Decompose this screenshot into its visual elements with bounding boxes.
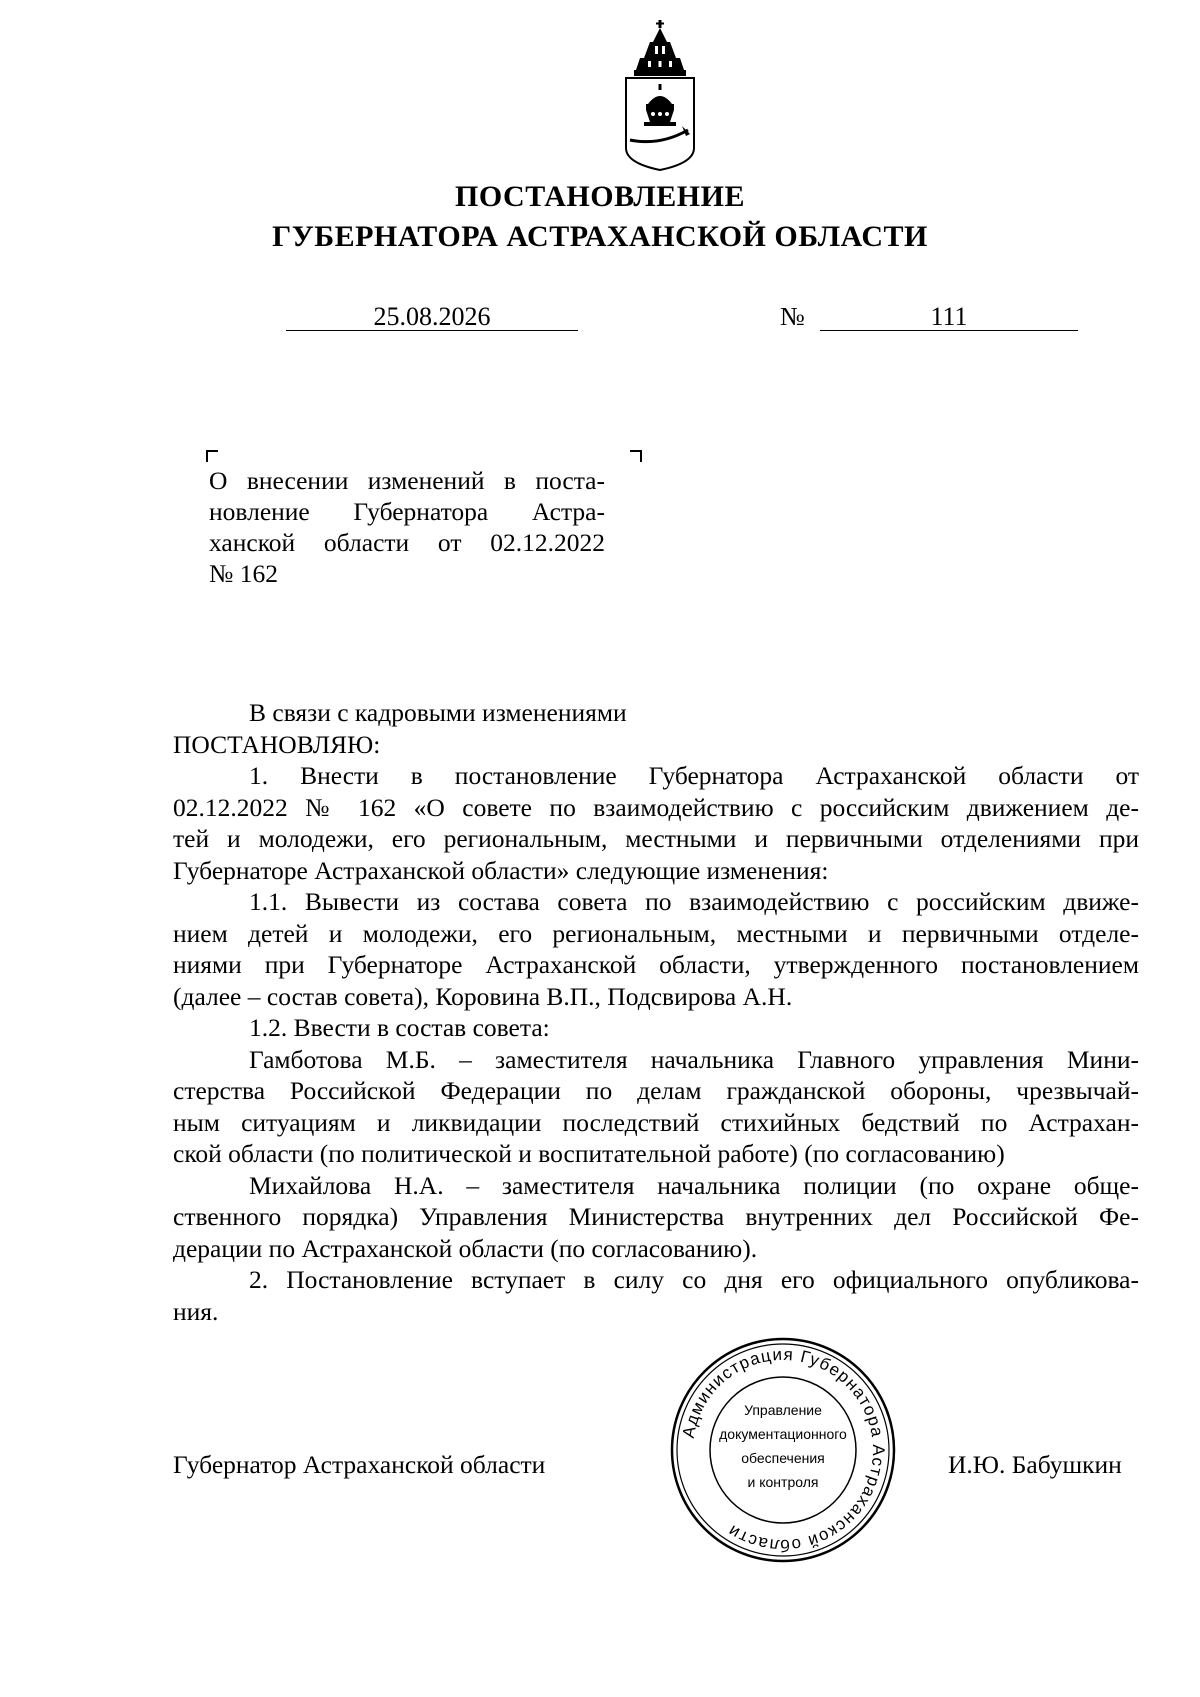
- document-subject: [209, 465, 605, 589]
- body-line: дерации по Астраханской области (по согласованию).: [173, 1233, 758, 1263]
- stamp-center-line: обеспечения: [741, 1450, 825, 1466]
- signatory-position: Губернатор Астраханской области: [173, 1450, 546, 1479]
- body-line: Гамботова М.Б. – заместителя начальника Главного управления Мини-: [249, 1044, 1139, 1074]
- body-line: ПОСТАНОВЛЯЮ:: [173, 729, 381, 759]
- body-line: 1.2. Ввести в состав совета:: [249, 1013, 550, 1042]
- stamp-center-line: документационного: [719, 1426, 847, 1442]
- stamp-center-line: Управление: [744, 1402, 822, 1418]
- subject-line: О внесении изменений в поста-: [209, 466, 605, 495]
- stamp-ring-text: Администрация Губернатора Астраханской области: [678, 1344, 889, 1556]
- document-body: [173, 697, 1139, 1327]
- body-line: (далее – состав совета), Коровина В.П., Подсвирова А.Н.: [173, 981, 793, 1011]
- body-line: ния.: [173, 1296, 219, 1326]
- body-line: 2. Постановление вступает в силу со дня его официального опубликова-: [249, 1265, 1139, 1294]
- body-line: нием детей и молодежи, его региональным, местными и первичными отделе-: [173, 918, 1139, 948]
- subject-line: № 162: [209, 559, 278, 588]
- body-line: 02.12.2022 № 162 «О совете по взаимодействию с российским движением де-: [173, 792, 1139, 822]
- body-line: 1. Внести в постановление Губернатора Астраханской области от: [249, 761, 1139, 790]
- body-line: Губернаторе Астраханской области» следующие изменения:: [173, 855, 829, 885]
- body-line: тей и молодежи, его региональным, местными и первичными отделениями при: [173, 824, 1139, 853]
- body-line: Михайлова Н.А. – заместителя начальника полиции (по охране обще-: [249, 1170, 1139, 1200]
- body-line: ской области (по политической и воспитательной работе) (по согласованию): [173, 1139, 1005, 1168]
- body-line: ниями при Губернаторе Астраханской области, утвержденного постановлением: [173, 950, 1139, 979]
- issuer-title: ГУБЕРНАТОРА АСТРАХАНСКОЙ ОБЛАСТИ: [272, 220, 928, 253]
- official-stamp: [668, 1335, 898, 1565]
- document-number: 111: [930, 302, 968, 331]
- number-sign: №: [780, 302, 805, 331]
- document-date: 25.08.2026: [373, 302, 491, 331]
- body-line: 1.1. Вывести из состава совета по взаимодействию с российским движе-: [249, 887, 1139, 916]
- subject-line: новление Губернатора Астра-: [209, 497, 605, 526]
- body-line: ственного порядка) Управления Министерства внутренних дел Российской Фе-: [173, 1202, 1139, 1231]
- coat-of-arms-icon: [620, 18, 700, 173]
- body-line: ным ситуациям и ликвидации последствий стихийных бедствий по Астрахан-: [173, 1107, 1139, 1137]
- number-underline: [820, 330, 1078, 331]
- document-type-title: ПОСТАНОВЛЕНИЕ: [455, 180, 745, 213]
- subject-line: ханской области от 02.12.2022: [209, 528, 605, 557]
- date-underline: [286, 330, 578, 331]
- body-line: стерства Российской Федерации по делам гражданской обороны, чрезвычай-: [173, 1076, 1139, 1105]
- subject-corner-left: [206, 450, 218, 462]
- subject-corner-right: [630, 450, 642, 462]
- signatory-name: И.Ю. Бабушкин: [948, 1450, 1122, 1479]
- stamp-center-line: и контроля: [747, 1474, 819, 1490]
- body-line: В связи с кадровыми изменениями: [249, 698, 627, 727]
